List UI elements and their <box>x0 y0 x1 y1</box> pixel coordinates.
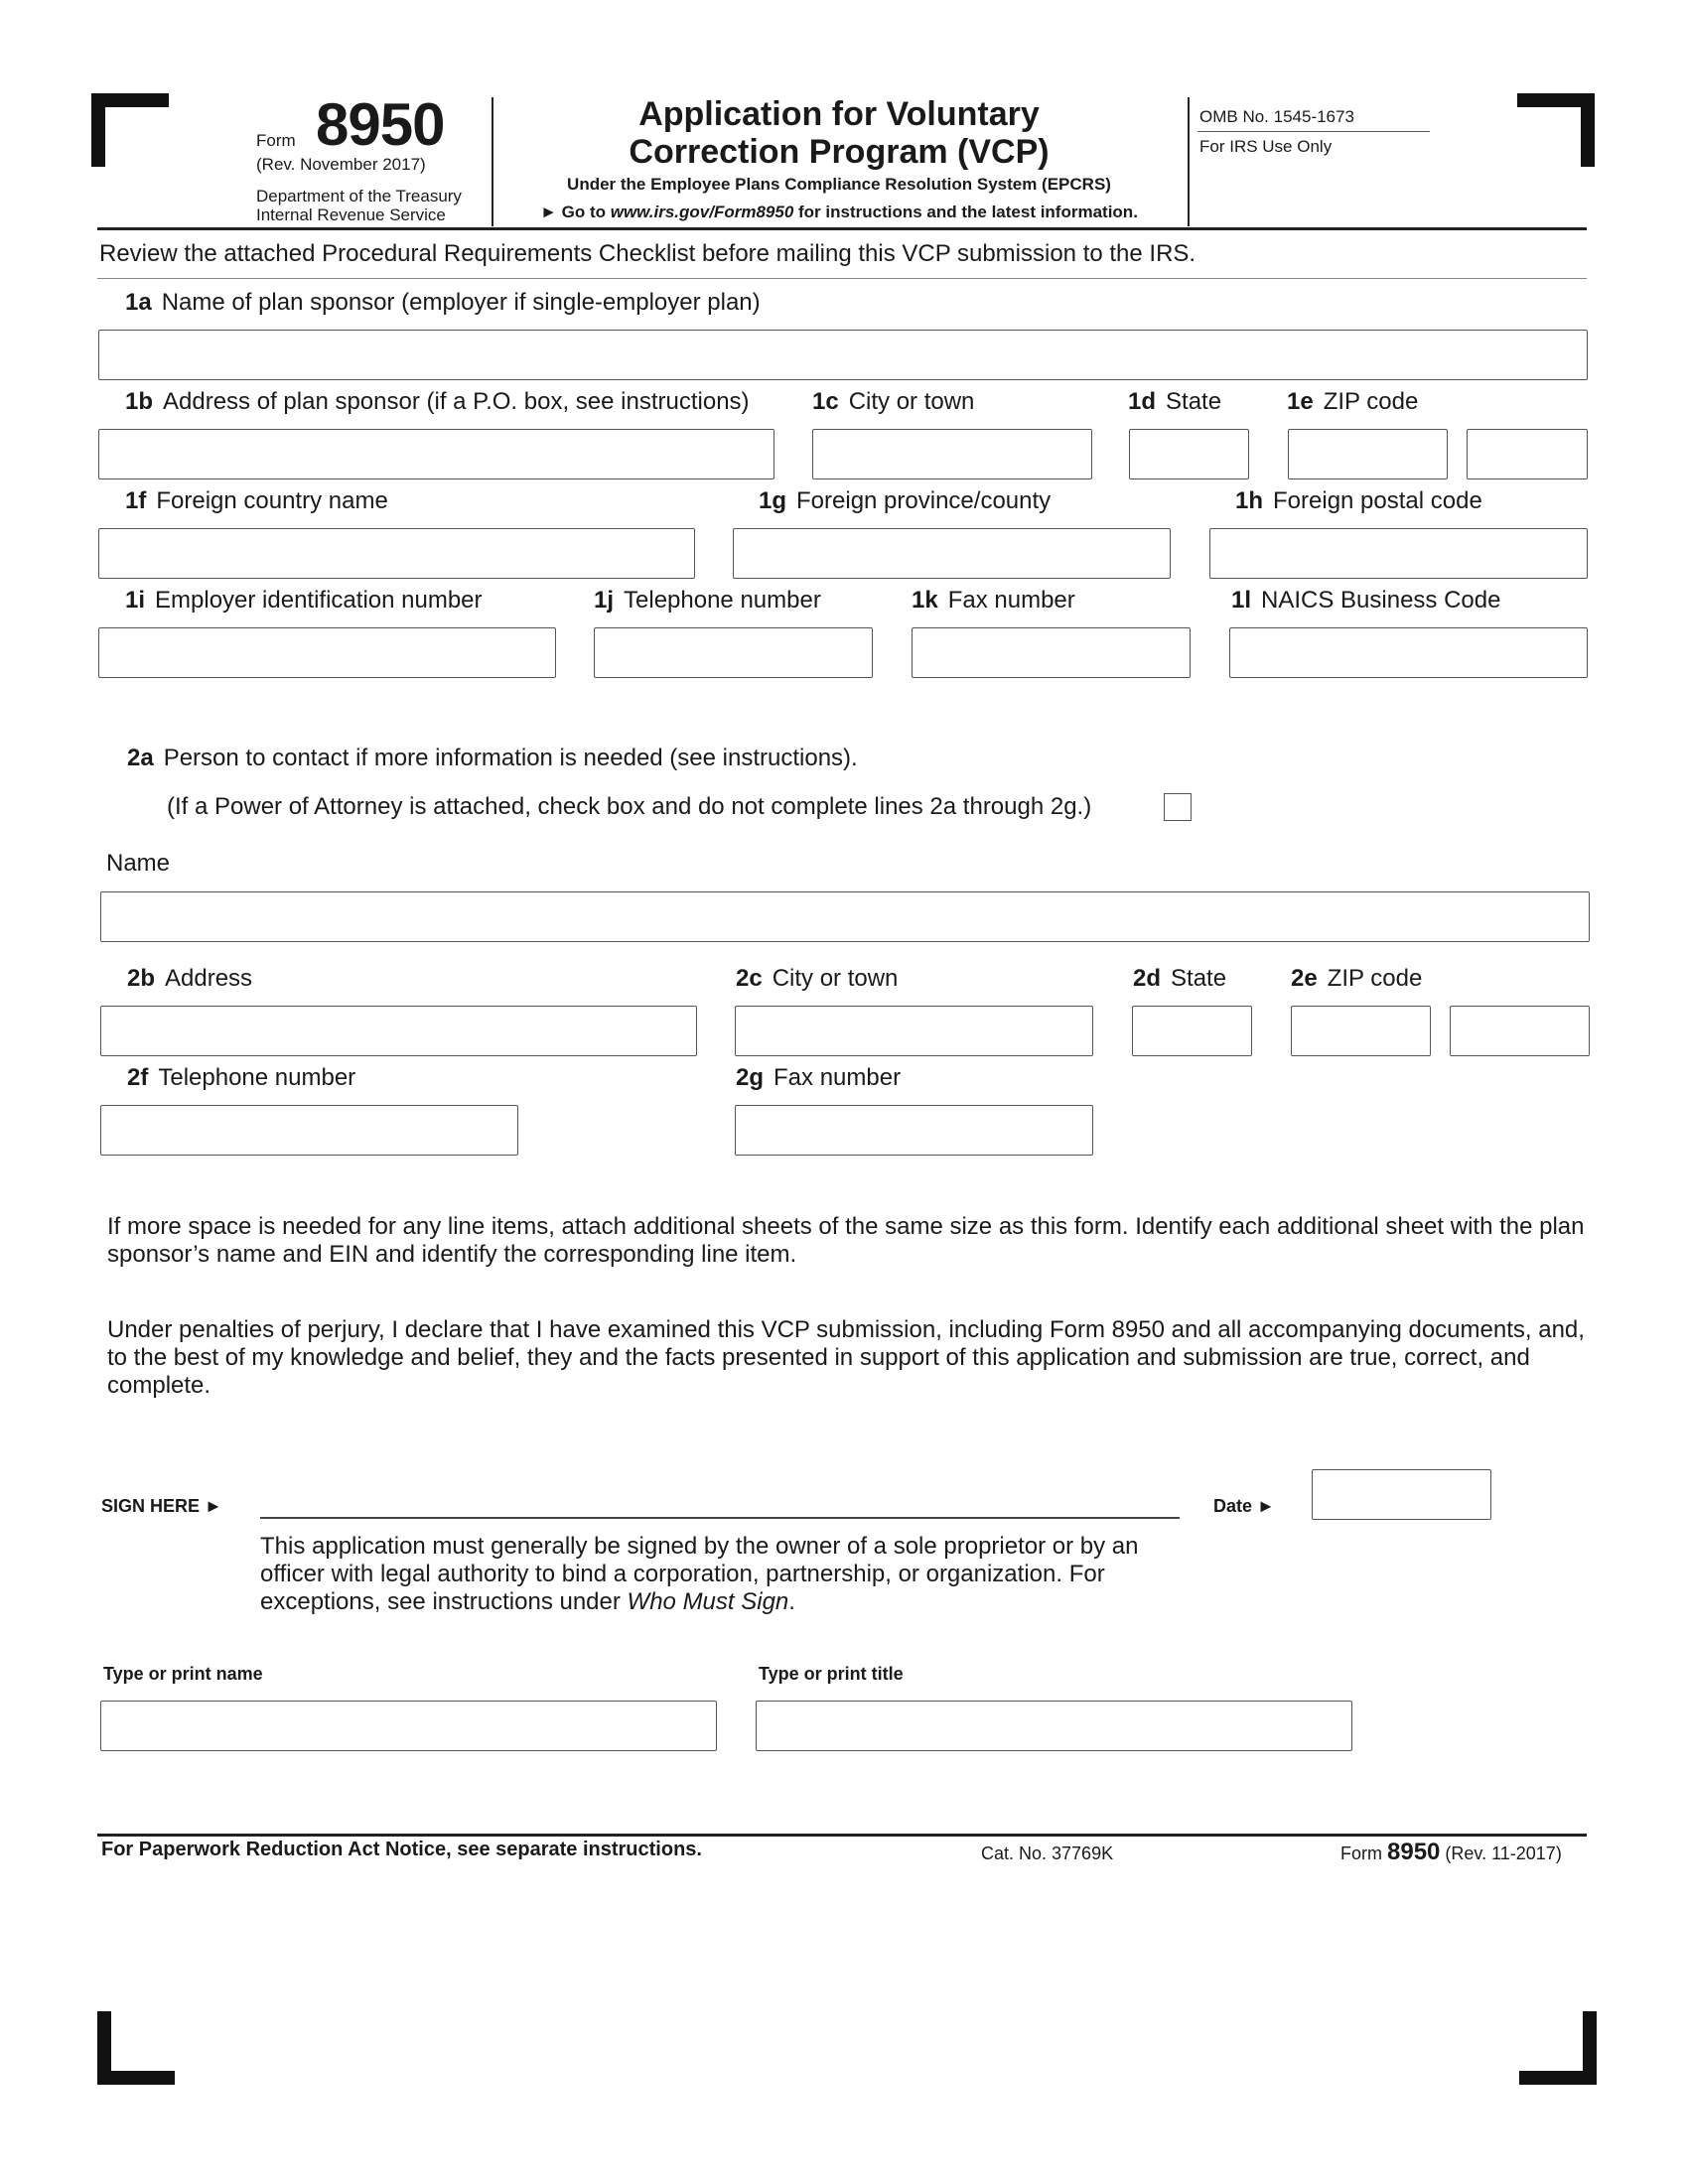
label-1i: 1i Employer identification number <box>125 587 483 614</box>
label-2c: 2c City or town <box>736 965 899 992</box>
signature-line[interactable] <box>260 1517 1180 1519</box>
label-1k: 1k Fax number <box>912 587 1075 614</box>
footer-rule <box>97 1834 1587 1837</box>
signing-note-text: This application must generally be signed by the owner of a sole proprietor or by an officer with legal authority to bind a corporation, partnership, or organization. For exceptions, see instructions under <box>260 1533 1139 1615</box>
label-2f: 2f Telephone number <box>127 1064 356 1091</box>
agency: Internal Revenue Service <box>256 205 446 224</box>
review-instruction: Review the attached Procedural Requirements Checklist before mailing this VCP submission to the IRS. <box>99 240 1196 267</box>
sponsor-state-input[interactable] <box>1129 429 1249 479</box>
form-number: 8950 <box>316 91 445 158</box>
sponsor-zip-ext-input[interactable] <box>1467 429 1588 479</box>
label-2a: 2a Person to contact if more information is needed (see instructions). <box>127 745 858 771</box>
naics-code-input[interactable] <box>1229 627 1588 678</box>
corner-mark-top-right-v <box>1581 93 1595 167</box>
footer-form-number: 8950 <box>1387 1839 1441 1865</box>
signing-note <box>260 1533 1174 1616</box>
footer-form-id <box>1340 1839 1562 1866</box>
contact-address-input[interactable] <box>100 1006 697 1056</box>
label-1c: 1c City or town <box>812 388 975 415</box>
form-revision: (Rev. November 2017) <box>256 155 426 174</box>
label-1g: 1g Foreign province/county <box>759 487 1052 514</box>
sponsor-telephone-input[interactable] <box>594 627 873 678</box>
label-1e: 1e ZIP code <box>1287 388 1419 415</box>
date-input[interactable] <box>1312 1469 1491 1520</box>
paperwork-notice: For Paperwork Reduction Act Notice, see separate instructions. <box>101 1839 702 1860</box>
label-1d: 1d State <box>1128 388 1222 415</box>
label-1f: 1f Foreign country name <box>125 487 388 514</box>
poa-note: (If a Power of Attorney is attached, check box and do not complete lines 2a through 2g.) <box>167 793 1092 820</box>
foreign-postal-input[interactable] <box>1209 528 1588 579</box>
form-word: Form <box>256 131 296 150</box>
label-1b: 1b Address of plan sponsor (if a P.O. box, see instructions) <box>125 388 750 415</box>
poa-checkbox[interactable] <box>1164 793 1192 821</box>
corner-mark-bottom-left-v <box>97 2011 111 2085</box>
print-title-input[interactable] <box>756 1701 1352 1751</box>
label-1a: 1a Name of plan sponsor (employer if single-employer plan) <box>125 289 761 316</box>
footer-form-word: Form <box>1340 1843 1382 1863</box>
goto-prefix: ► Go to <box>540 203 611 221</box>
footer-rev: (Rev. 11-2017) <box>1445 1843 1562 1863</box>
header-rule <box>97 227 1587 230</box>
label-2b: 2b Address <box>127 965 253 992</box>
label-1l: 1l NAICS Business Code <box>1231 587 1501 614</box>
sponsor-fax-input[interactable] <box>912 627 1191 678</box>
date-label: Date ► <box>1213 1496 1275 1516</box>
print-name-label: Type or print name <box>103 1664 263 1684</box>
omb-underline <box>1197 131 1430 132</box>
sign-here-label: SIGN HERE ► <box>101 1496 222 1516</box>
plan-sponsor-name-input[interactable] <box>98 330 1588 380</box>
contact-telephone-input[interactable] <box>100 1105 518 1156</box>
who-must-sign: Who Must Sign <box>627 1588 789 1615</box>
goto-url[interactable]: www.irs.gov/Form8950 <box>610 203 794 221</box>
label-2d: 2d State <box>1133 965 1227 992</box>
contact-zip-input[interactable] <box>1291 1006 1431 1056</box>
contact-state-input[interactable] <box>1132 1006 1252 1056</box>
label-1j: 1j Telephone number <box>594 587 821 614</box>
cat-number: Cat. No. 37769K <box>981 1843 1114 1863</box>
label-2g: 2g Fax number <box>736 1064 902 1091</box>
sponsor-city-input[interactable] <box>812 429 1092 479</box>
department: Department of the Treasury <box>256 187 462 205</box>
corner-mark-top-left-v <box>91 93 105 167</box>
header-divider-right <box>1188 97 1190 226</box>
print-name-input[interactable] <box>100 1701 717 1751</box>
foreign-province-input[interactable] <box>733 528 1171 579</box>
goto-line <box>516 203 1162 222</box>
review-rule <box>97 278 1587 279</box>
sponsor-address-input[interactable] <box>98 429 774 479</box>
goto-suffix: for instructions and the latest information. <box>793 203 1138 221</box>
ein-input[interactable] <box>98 627 556 678</box>
space-note: If more space is needed for any line items, attach additional sheets of the same size as this form. Identify each additional sheet with the plan sponsor’s name and EIN and identify the corresponding line item. <box>107 1213 1585 1268</box>
sponsor-zip-input[interactable] <box>1288 429 1448 479</box>
foreign-country-input[interactable] <box>98 528 695 579</box>
page-title-line2: Correction Program (VCP) <box>629 133 1050 171</box>
label-2e: 2e ZIP code <box>1291 965 1423 992</box>
omb-number: OMB No. 1545-1673 <box>1199 107 1354 126</box>
perjury-statement: Under penalties of perjury, I declare that I have examined this VCP submission, including Form 8950 and all accompanying documents, and, to the best of my knowledge and belief, they and the facts presented in support of this application and submission are true, correct, and complete. <box>107 1316 1585 1399</box>
label-contact-name: Name <box>106 850 171 877</box>
page-title-line1: Application for Voluntary <box>638 95 1040 133</box>
signing-note-end: . <box>788 1588 795 1615</box>
label-1h: 1h Foreign postal code <box>1235 487 1482 514</box>
contact-zip-ext-input[interactable] <box>1450 1006 1590 1056</box>
page-subtitle: Under the Employee Plans Compliance Resolution System (EPCRS) <box>567 175 1111 194</box>
contact-city-input[interactable] <box>735 1006 1093 1056</box>
corner-mark-bottom-right-v <box>1583 2011 1597 2085</box>
contact-name-input[interactable] <box>100 891 1590 942</box>
irs-use-only: For IRS Use Only <box>1199 137 1333 156</box>
header-divider-left <box>492 97 493 226</box>
contact-fax-input[interactable] <box>735 1105 1093 1156</box>
print-title-label: Type or print title <box>759 1664 904 1684</box>
